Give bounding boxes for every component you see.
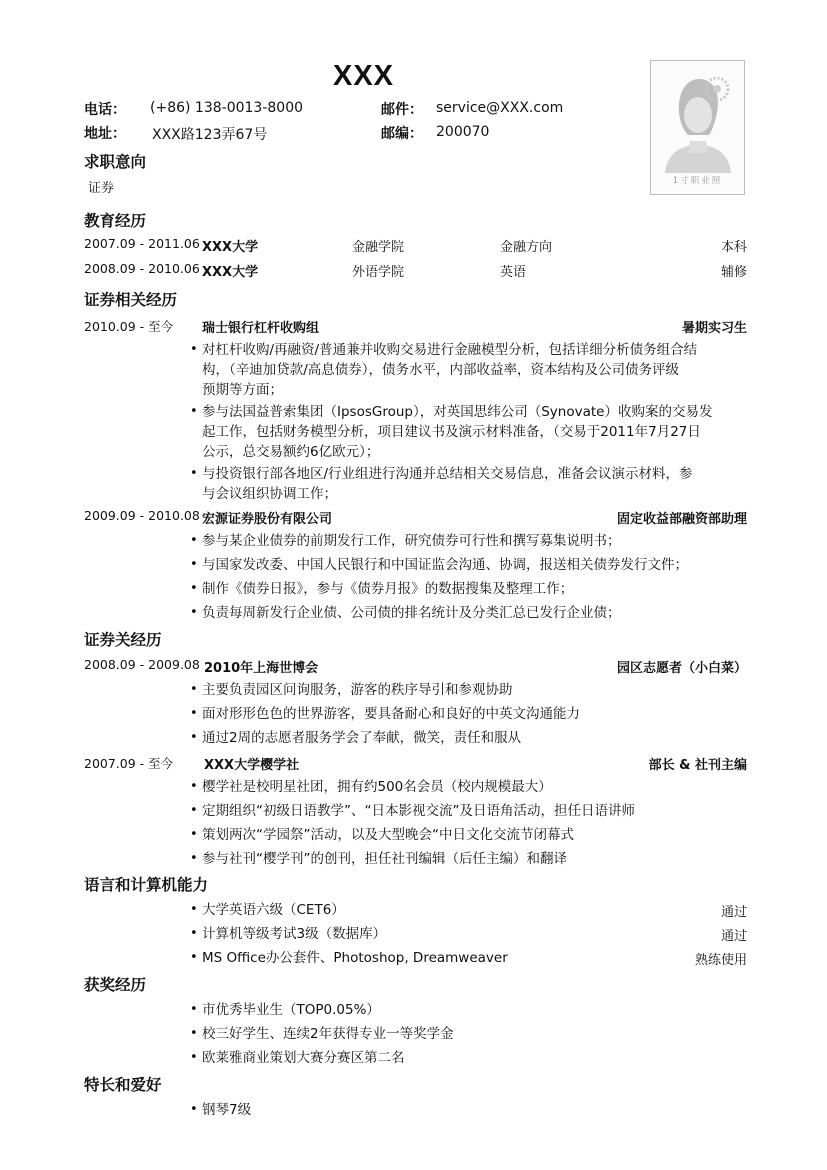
- experience-role: 固定收益部融资部助理: [616, 512, 747, 527]
- skill-level: 熟练使用: [694, 953, 747, 968]
- postcode-value: 200070: [436, 124, 490, 140]
- section-title-securities: 证券相关经历: [84, 291, 178, 309]
- skill-level: 通过: [720, 905, 747, 920]
- experience-date: 2009.09 - 2010.08: [84, 508, 200, 523]
- candidate-name: XXX: [333, 60, 395, 92]
- education-degree: 本科: [720, 240, 747, 255]
- education-degree: 辅修: [720, 265, 747, 280]
- education-major: 金融方向: [500, 240, 553, 255]
- education-college: 外语学院: [352, 265, 405, 280]
- experience-date: 2007.09 - 至今: [84, 756, 174, 771]
- education-date: 2007.09 - 2011.06: [84, 236, 200, 251]
- section-title-other-experience: 证券关经历: [84, 631, 162, 649]
- address-value: XXX路123弄67号: [152, 127, 268, 143]
- experience-role: 园区志愿者（小白菜）: [616, 661, 747, 676]
- postcode-label: 邮编：: [381, 126, 423, 142]
- photo-caption: 1寸职业照: [672, 176, 723, 186]
- email-value: service@XXX.com: [436, 100, 564, 116]
- experience-org: 宏源证券股份有限公司: [202, 512, 333, 527]
- section-title-skills: 语言和计算机能力: [84, 876, 209, 894]
- education-major: 英语: [500, 265, 527, 280]
- education-date: 2008.09 - 2010.06: [84, 261, 200, 276]
- skill-level: 通过: [720, 929, 747, 944]
- experience-org: 瑞士银行杠杆收购组: [202, 321, 320, 336]
- phone-value: (+86) 138-0013-8000: [150, 100, 304, 116]
- section-title-awards: 获奖经历: [84, 976, 147, 994]
- section-title-education: 教育经历: [84, 212, 147, 230]
- experience-org: XXX大学樱学社: [204, 758, 300, 773]
- address-label: 地址：: [84, 126, 126, 142]
- experience-org: 2010年上海世博会: [204, 661, 319, 676]
- section-title-hobbies: 特长和爱好: [84, 1076, 162, 1094]
- education-school: XXX大学: [202, 240, 259, 255]
- objective-value: 证券: [88, 181, 115, 196]
- section-title-objective: 求职意向: [84, 153, 147, 171]
- experience-role: 暑期实习生: [681, 321, 747, 336]
- experience-date: 2008.09 - 2009.08: [84, 657, 200, 672]
- experience-date: 2010.09 - 至今: [84, 319, 174, 334]
- profile-photo: [650, 60, 745, 195]
- education-school: XXX大学: [202, 265, 259, 280]
- education-college: 金融学院: [352, 240, 405, 255]
- phone-label: 电话：: [84, 102, 126, 118]
- email-label: 邮件：: [381, 102, 423, 118]
- experience-role: 部长 & 社刊主编: [648, 758, 747, 773]
